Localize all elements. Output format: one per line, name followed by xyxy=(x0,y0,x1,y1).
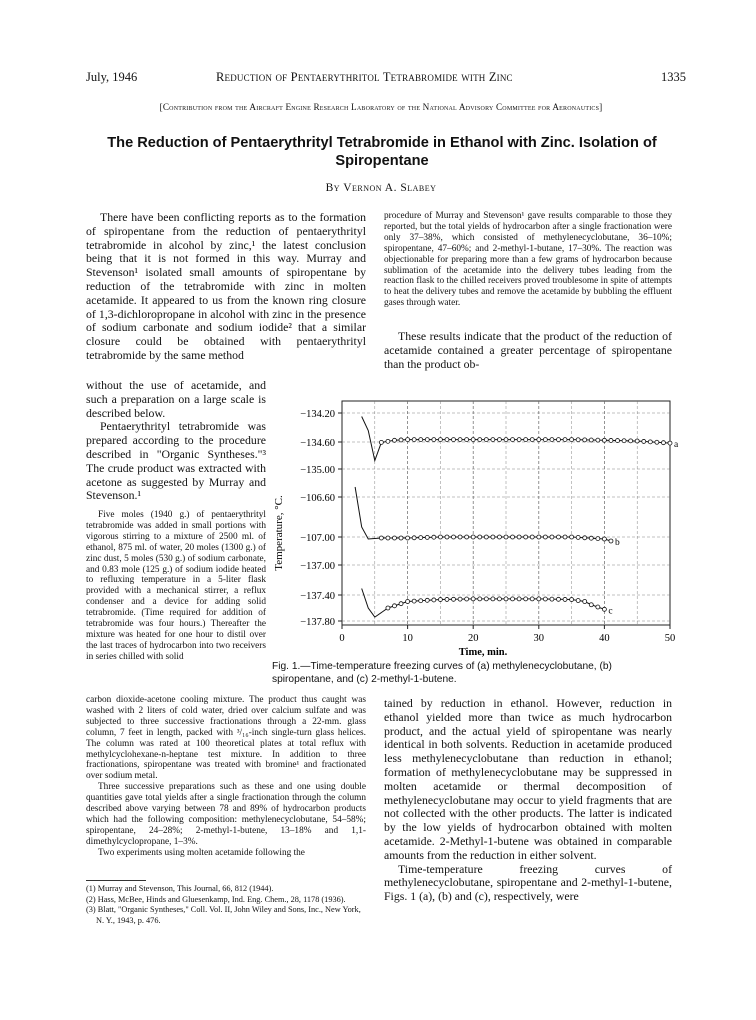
series-point-a xyxy=(668,441,672,445)
series-point-c xyxy=(471,597,475,601)
y-axis-label: Temperature, °C. xyxy=(273,495,285,571)
discussion-paragraph: tained by reduction in ethanol. However, reduction in ethanol yielded more than twice as much hydrocarbon product, and the actual yield of spiropentane was nearly identical in both solvents. Reduction in acetamide produced less methylenecyclobutane than reduction in ethanol; formation of methylenecyclobutane may be suppressed in molten acetamide or thermal decomposition of methylenecyclobutane may occur to yield fragments that are not collected with the other products. The latter is indicated by the low yields of hydrocarbon obtained with molten acetamide. 2-Methyl-1-butene was obtained in comparable amounts from the reduction in either solvent. xyxy=(384,696,672,862)
series-point-b xyxy=(432,535,436,539)
header-date: July, 1946 xyxy=(86,70,138,84)
series-point-a xyxy=(386,439,390,443)
x-tick-label: 10 xyxy=(402,633,413,644)
left-experimental-narrow xyxy=(86,510,266,663)
series-point-a xyxy=(445,438,449,442)
series-line-b xyxy=(355,487,611,541)
series-point-b xyxy=(458,535,462,539)
series-point-b xyxy=(445,535,449,539)
series-point-b xyxy=(563,535,567,539)
series-label-c: c xyxy=(608,606,613,617)
series-point-a xyxy=(543,438,547,442)
series-point-c xyxy=(491,597,495,601)
series-point-a xyxy=(471,438,475,442)
series-point-c xyxy=(583,600,587,604)
series-point-c xyxy=(386,606,390,610)
article-title: The Reduction of Pentaerythrityl Tetrabromide in Ethanol with Zinc. Isolation of Spiropentane xyxy=(107,135,657,169)
series-point-a xyxy=(576,438,580,442)
series-point-b xyxy=(543,535,547,539)
series-line-c xyxy=(362,589,605,618)
series-point-b xyxy=(497,535,501,539)
footnote-2: (2) Hass, McBee, Hinds and Gluesenkamp, Ind. Eng. Chem., 28, 1178 (1936). xyxy=(86,894,346,904)
series-point-a xyxy=(504,438,508,442)
series-point-b xyxy=(465,535,469,539)
series-point-b xyxy=(570,535,574,539)
series-point-b xyxy=(511,535,515,539)
series-point-c xyxy=(458,597,462,601)
series-point-b xyxy=(452,535,456,539)
x-tick-label: 50 xyxy=(664,633,676,644)
footnotes xyxy=(86,880,366,926)
series-point-a xyxy=(550,438,554,442)
series-point-b xyxy=(386,536,390,540)
series-point-a xyxy=(661,441,665,445)
series-point-b xyxy=(379,536,383,540)
series-point-b xyxy=(504,535,508,539)
series-point-a xyxy=(596,438,600,442)
right-column-lower xyxy=(384,697,672,904)
series-point-c xyxy=(419,599,423,603)
chart-series xyxy=(355,417,679,618)
series-point-a xyxy=(629,439,633,443)
series-point-c xyxy=(556,597,560,601)
y-tick-label: −134.20 xyxy=(300,409,335,420)
series-point-b xyxy=(438,535,442,539)
narrow-paragraph-2: Pentaerythrityl tetrabromide was prepared according to the procedure described in "Organic Syntheses."³ The crude product was extracted with acetone as suggested by Murray and Stevenson.¹ xyxy=(86,419,266,503)
series-point-c xyxy=(497,597,501,601)
series-point-b xyxy=(530,535,534,539)
series-point-a xyxy=(642,439,646,443)
series-point-b xyxy=(419,536,423,540)
series-point-a xyxy=(392,438,396,442)
left-column-narrow xyxy=(86,379,266,503)
series-point-b xyxy=(478,535,482,539)
series-point-b xyxy=(576,535,580,539)
series-point-a xyxy=(425,438,429,442)
series-point-c xyxy=(570,598,574,602)
series-point-c xyxy=(445,597,449,601)
series-point-a xyxy=(419,438,423,442)
series-point-c xyxy=(438,598,442,602)
series-point-b xyxy=(412,536,416,540)
series-point-a xyxy=(524,438,528,442)
header-title: Reduction of Pentaerythritol Tetrabromide with Zinc xyxy=(216,70,513,84)
footnote-1: (1) Murray and Stevenson, This Journal, 66, 812 (1944). xyxy=(86,884,274,893)
series-point-c xyxy=(399,602,403,606)
x-axis-label: Time, min. xyxy=(458,647,508,658)
contribution-line: [Contribution from the Aircraft Engine Research Laboratory of the National Advisory Committee for Aeronautics] xyxy=(159,102,603,112)
series-point-a xyxy=(655,440,659,444)
series-point-a xyxy=(602,438,606,442)
series-point-b xyxy=(596,537,600,541)
series-point-c xyxy=(465,597,469,601)
series-point-c xyxy=(530,597,534,601)
intro-paragraph: There have been conflicting reports as to the formation of spiropentane from the reduction of pentaerythrityl tetrabromide in alcohol by zinc,¹ the latest conclusion being that it is not formed in this way. Murray and Stevenson¹ isolated small amounts of spiropentane by reduction of the tetrabromide with zinc in molten acetamide. It appeared to us from the known ring closure of 1,3-dichloropropane in alcohol with zinc in the presence of sodium carbonate and sodium iodide² that a similar closure could be obtained with pentaerythrityl tetrabromide by the same method xyxy=(86,210,366,362)
series-point-a xyxy=(412,438,416,442)
figure-caption xyxy=(272,660,674,686)
series-point-a xyxy=(635,439,639,443)
series-point-c xyxy=(550,597,554,601)
series-point-c xyxy=(511,597,515,601)
series-point-c xyxy=(406,600,410,604)
series-point-a xyxy=(452,438,456,442)
series-point-b xyxy=(471,535,475,539)
freezing-curve-figure xyxy=(270,393,679,658)
series-point-c xyxy=(504,597,508,601)
results-paragraph: These results indicate that the product of the reduction of acetamide contained a greater percentage of spiropentane than the product ob- xyxy=(384,329,672,371)
chart-grid xyxy=(338,401,670,629)
series-point-c xyxy=(517,597,521,601)
series-point-c xyxy=(478,597,482,601)
series-point-b xyxy=(583,536,587,540)
x-tick-label: 20 xyxy=(467,633,479,644)
series-point-c xyxy=(602,607,606,611)
right-column-upper xyxy=(384,330,672,371)
series-point-b xyxy=(491,535,495,539)
series-point-a xyxy=(583,438,587,442)
y-tick-label: −106.60 xyxy=(300,493,335,504)
series-point-c xyxy=(524,597,528,601)
y-tick-label: −135.00 xyxy=(300,465,335,476)
y-tick-label: −137.80 xyxy=(300,617,335,628)
series-point-a xyxy=(406,438,410,442)
y-tick-label: −137.00 xyxy=(300,561,335,572)
series-point-a xyxy=(589,438,593,442)
figure-caption-text: Fig. 1.—Time-temperature freezing curves of (a) methylenecyclobutane, (b) spiropentane, and (c) 2-methyl-1-butene. xyxy=(272,661,612,685)
series-point-c xyxy=(425,598,429,602)
series-point-a xyxy=(497,438,501,442)
series-point-c xyxy=(563,597,567,601)
series-point-c xyxy=(452,597,456,601)
series-point-b xyxy=(524,535,528,539)
x-tick-label: 30 xyxy=(533,633,545,644)
series-label-b: b xyxy=(614,538,620,548)
series-point-b xyxy=(484,535,488,539)
series-point-a xyxy=(511,438,515,442)
series-point-a xyxy=(484,438,488,442)
y-tick-label: −137.40 xyxy=(300,591,335,602)
experimental-continued: carbon dioxide-acetone cooling mixture. The product thus caught was washed with 2 liters of cold water, dried over calcium sulfate and was subjected to three successive fractionations through a 22-mm. glass column, 7 feet in length, packed with ³/₁₆-inch single-turn glass helices. The column was rated at 100 theoretical plates at total reflux with methylcyclohexane-n-heptane test mixture. In addition to three fractionations, spiropentane was treated with bromine¹ and fractionated over sodium metal. xyxy=(86,695,366,782)
x-tick-label: 40 xyxy=(599,633,610,644)
series-point-b xyxy=(556,535,560,539)
series-point-a xyxy=(399,438,403,442)
series-point-b xyxy=(602,537,606,541)
series-point-a xyxy=(465,438,469,442)
series-point-c xyxy=(392,604,396,608)
series-point-a xyxy=(530,438,534,442)
series-point-a xyxy=(648,440,652,444)
series-point-c xyxy=(543,597,547,601)
page-number: 1335 xyxy=(661,70,686,84)
series-point-a xyxy=(556,438,560,442)
series-point-a xyxy=(622,439,626,443)
author-line: By Vernon A. Slabey xyxy=(325,182,437,194)
x-tick-label: 0 xyxy=(339,633,345,644)
experimental-yields: Three successive preparations such as these and one using double quantities gave total yields after a single fractionation through the column described above varying between 78 and 89% of hydrocarbon products which had the following composition: methylenecyclobutane, 54–58%; spiropentane, 24–28%; 2-methyl-1-butene, 13–18% and 1,1-dimethylcyclopropane, 1–3%. xyxy=(86,782,366,847)
series-point-c xyxy=(412,599,416,603)
experimental-paragraph: Five moles (1940 g.) of pentaerythrityl tetrabromide was added in small portions with vigorous stirring to a mixture of 2500 ml. of ethanol, 875 ml. of water, 20 moles (1300 g.) of zinc dust, 5 moles (530 g.) of sodium carbonate, and 0.83 mole (125 g.) of sodium iodide heated to refluxing temperature in a 5-liter flask provided with a mechanical stirrer, a reflux condenser and a device for adding solid tetrabromide. (Time required for addition of tetrabromide was four hours.) Thereafter the mixture was heated for one hour to distil over the last traces of hydrocarbon into two receivers in series chilled with solid xyxy=(86,510,266,662)
x-tick-labels xyxy=(339,633,675,644)
acetamide-procedure: procedure of Murray and Stevenson¹ gave results comparable to those they reported, but the total yields of hydrocarbon after a single fractionation were only 37–38%, which consisted of methylenecyclobutane, 36–10%; spiropentane, 47–60%; and 2-methyl-1-butane, 17–30%. The reaction was objectionable for preparing more than a few grams of hydrocarbon because sublimation of the acetamide into the delivery tubes leading from the reaction flask to the chilled receivers proved troublesome in spite of attempts to heat the delivery tubes and remove the acetamide by bubbling the effluent gases through water. xyxy=(384,211,672,309)
series-point-a xyxy=(537,438,541,442)
series-point-a xyxy=(517,438,521,442)
series-point-c xyxy=(589,603,593,607)
series-point-a xyxy=(432,438,436,442)
series-point-b xyxy=(550,535,554,539)
series-point-c xyxy=(576,599,580,603)
narrow-paragraph-1: without the use of acetamide, and such a preparation on a large scale is described below. xyxy=(86,378,266,420)
series-point-b xyxy=(425,535,429,539)
series-point-a xyxy=(478,438,482,442)
right-experimental-top xyxy=(384,211,672,309)
series-point-a xyxy=(379,440,383,444)
series-point-c xyxy=(596,605,600,609)
series-point-a xyxy=(438,438,442,442)
series-point-a xyxy=(570,438,574,442)
y-tick-label: −107.00 xyxy=(300,533,335,544)
series-point-b xyxy=(589,536,593,540)
series-point-a xyxy=(609,438,613,442)
series-point-b xyxy=(537,535,541,539)
series-point-b xyxy=(609,539,613,543)
footnote-rule xyxy=(86,880,146,881)
footnote-3: (3) Blatt, "Organic Syntheses," Coll. Vol. II, John Wiley and Sons, Inc., New York, N. Y., 1943, p. 476. xyxy=(86,905,361,925)
series-point-b xyxy=(517,535,521,539)
series-point-c xyxy=(432,598,436,602)
series-point-a xyxy=(563,438,567,442)
series-point-a xyxy=(458,438,462,442)
experimental-acetamide: Two experiments using molten acetamide following the xyxy=(98,847,305,858)
freezing-curves-paragraph: Time-temperature freezing curves of methylenecyclobutane, spiropentane and 2-methyl-1-butene, Figs. 1 (a), (b) and (c), respectively, were xyxy=(384,861,672,904)
series-label-a: a xyxy=(674,440,679,451)
y-tick-labels xyxy=(300,409,335,628)
series-point-b xyxy=(392,536,396,540)
series-point-b xyxy=(406,536,410,540)
y-tick-label: −134.60 xyxy=(300,438,335,449)
series-point-b xyxy=(399,536,403,540)
series-point-c xyxy=(484,597,488,601)
left-column-intro xyxy=(86,211,366,363)
left-experimental-wide xyxy=(86,695,366,859)
series-point-c xyxy=(537,597,541,601)
series-point-a xyxy=(491,438,495,442)
series-point-a xyxy=(616,439,620,443)
